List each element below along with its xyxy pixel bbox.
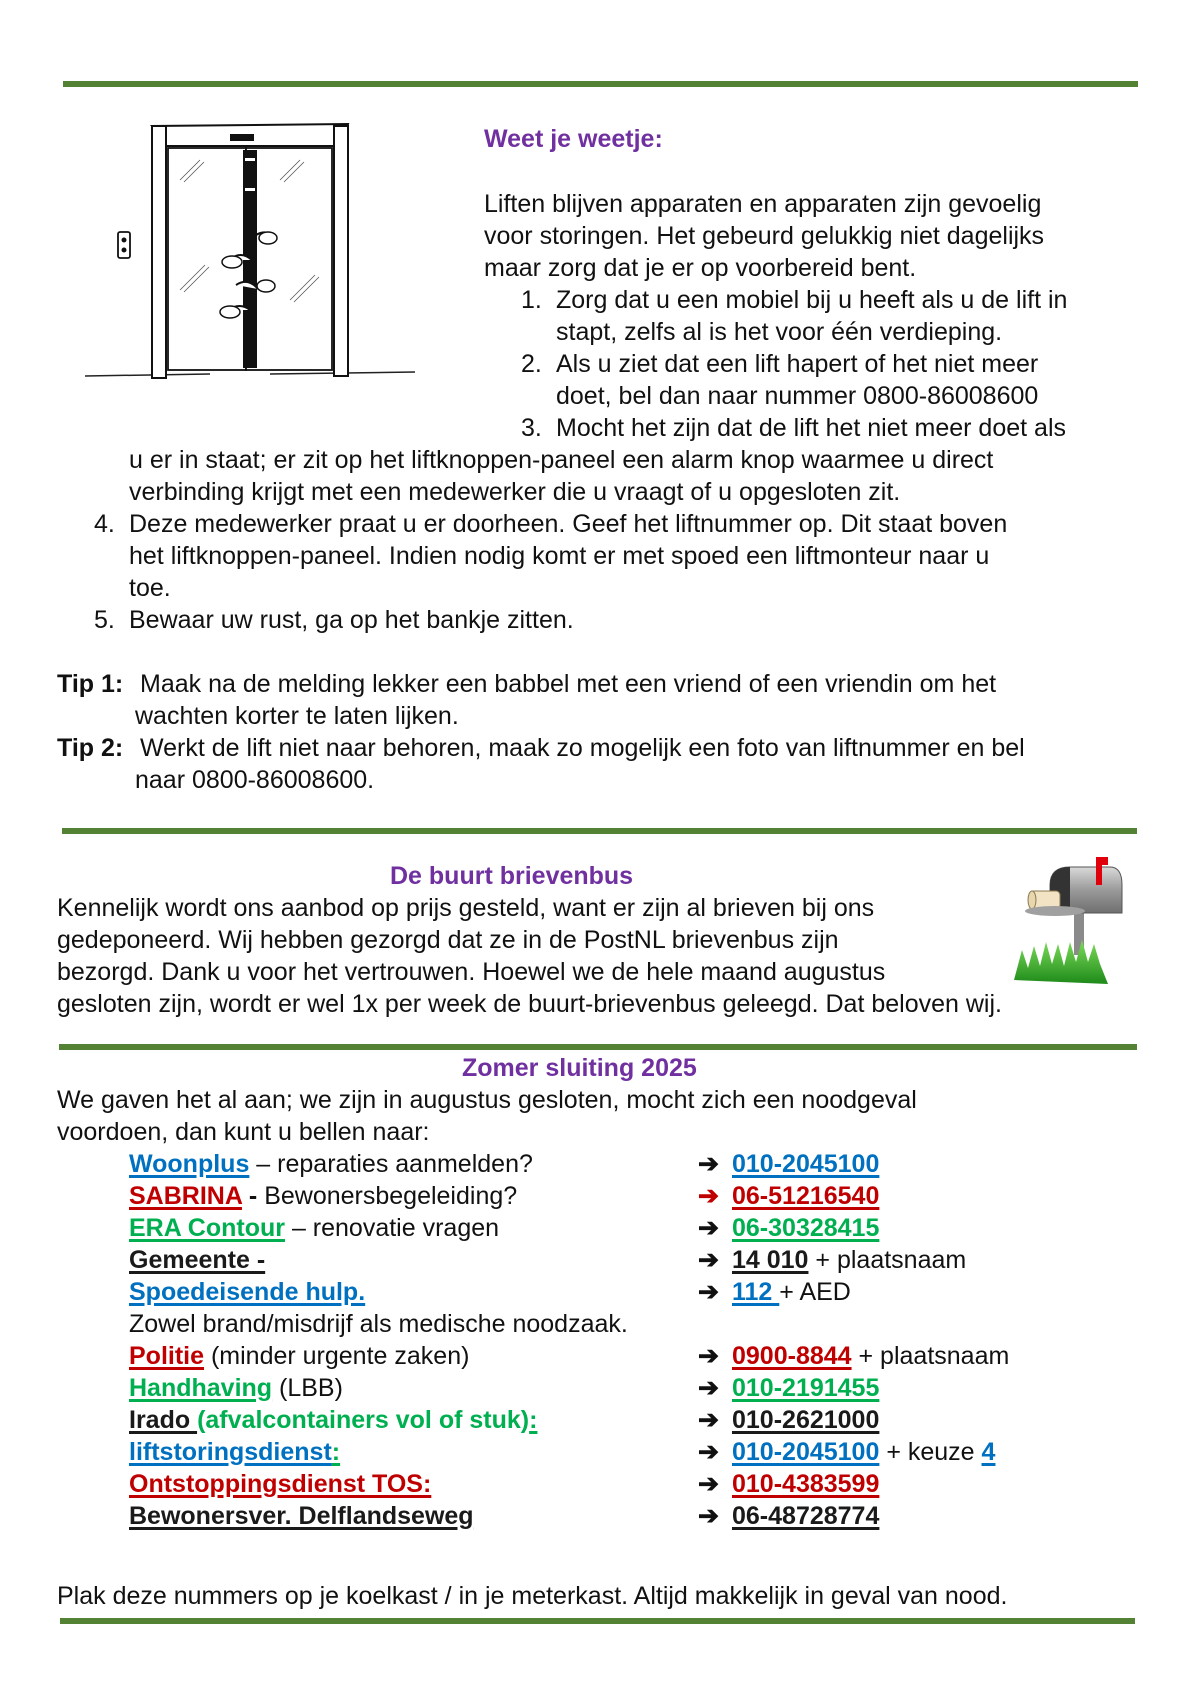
arrow-right-icon: ➔ — [698, 1342, 719, 1370]
step-number: 3. — [521, 414, 542, 442]
arrow-right-icon: ➔ — [698, 1278, 719, 1306]
step-number: 1. — [521, 286, 542, 314]
closing-intro-line: We gaven het al aan; we zijn in augustus gesloten, mocht zich een noodgeval — [57, 1086, 917, 1114]
contact-desc: (LBB) — [272, 1374, 343, 1402]
step-text: Deze medewerker praat u er doorheen. Geef het liftnummer op. Dit staat boven — [129, 510, 1008, 538]
tip-label: Tip 2: — [57, 734, 124, 762]
contact-name-liftstoringsdienst — [129, 1436, 340, 1468]
arrow-right-icon: ➔ — [698, 1246, 719, 1274]
tip-text: Werkt de lift niet naar behoren, maak zo mogelijk een foto van liftnummer en bel — [140, 734, 1025, 762]
lift-intro-line: Liften blijven apparaten en apparaten zijn gevoelig — [484, 190, 1042, 218]
divider-bottom — [60, 1618, 1135, 1624]
arrow-right-icon: ➔ — [698, 1502, 719, 1530]
phone-link[interactable]: 010-2045100 — [732, 1438, 880, 1466]
contact-number-woonplus — [698, 1148, 879, 1180]
mailbox-text-line: Kennelijk wordt ons aanbod op prijs gesteld, want er zijn al brieven bij ons — [57, 894, 875, 922]
contact-name-bewonersver — [129, 1500, 474, 1532]
contact-number-gemeente — [698, 1244, 966, 1276]
closing-intro-line: voordoen, dan kunt u bellen naar: — [57, 1118, 430, 1146]
contact-name-politie — [129, 1340, 469, 1372]
phone-link[interactable]: 010-2045100 — [732, 1150, 880, 1178]
contact-colon: : — [331, 1438, 341, 1466]
step-text: stapt, zelfs al is het voor één verdieping. — [556, 318, 1003, 346]
contact-desc: Bewonersbegeleiding? — [264, 1182, 518, 1210]
contact-number-liftstoringsdienst — [698, 1436, 995, 1468]
contact-separator: - — [241, 1182, 265, 1210]
divider — [59, 1044, 1137, 1050]
contact-desc: – reparaties aanmelden? — [249, 1150, 533, 1178]
closing-section-heading: Zomer sluiting 2025 — [462, 1054, 697, 1082]
contact-number-handhaving — [698, 1372, 879, 1404]
step-text: Mocht het zijn dat de lift het niet meer doet als — [556, 414, 1066, 442]
contact-desc: (afvalcontainers vol of stuk) — [197, 1406, 530, 1434]
contact-name-sabrina — [129, 1180, 517, 1212]
phone-link[interactable]: 06-48728774 — [732, 1502, 880, 1530]
phone-link[interactable]: 14 010 — [732, 1246, 809, 1274]
contact-link[interactable]: Bewonersver. Delflandseweg — [129, 1502, 474, 1530]
arrow-right-icon: ➔ — [698, 1182, 719, 1210]
contact-link[interactable]: Irado — [129, 1406, 198, 1434]
contact-name-spoedeisende-hulp — [129, 1276, 365, 1308]
phone-link[interactable]: 010-2191455 — [732, 1374, 880, 1402]
step-text: het liftknoppen-paneel. Indien nodig komt er met spoed een liftmonteur naar u — [129, 542, 990, 570]
mailbox-text-line: bezorgd. Dank u voor het vertrouwen. Hoewel we de hele maand augustus — [57, 958, 886, 986]
number-suffix: + plaatsnaam — [851, 1342, 1010, 1370]
contact-number-politie — [698, 1340, 1009, 1372]
number-suffix: + AED — [779, 1278, 851, 1306]
contact-number-irado — [698, 1404, 879, 1436]
contact-link[interactable]: Politie — [129, 1342, 205, 1370]
contact-number-sabrina — [698, 1180, 879, 1212]
arrow-right-icon: ➔ — [698, 1214, 719, 1242]
mailbox-text-line: gedeponeerd. Wij hebben gezorgd dat ze in de PostNL brievenbus zijn — [57, 926, 839, 954]
phone-link[interactable]: 0900-8844 — [732, 1342, 852, 1370]
contact-colon: : — [529, 1406, 538, 1434]
number-suffix: + plaatsnaam — [808, 1246, 967, 1274]
step-text: Zorg dat u een mobiel bij u heeft als u de lift in — [556, 286, 1068, 314]
arrow-right-icon: ➔ — [698, 1374, 719, 1402]
contact-link[interactable]: ERA Contour — [129, 1214, 285, 1242]
lift-section-heading: Weet je weetje: — [484, 125, 663, 153]
lift-intro-line: maar zorg dat je er op voorbereid bent. — [484, 254, 917, 282]
contact-desc: (minder urgente zaken) — [204, 1342, 470, 1370]
elevator-with-hands-icon — [80, 110, 420, 410]
divider-top — [63, 81, 1138, 87]
contact-number-bewonersver — [698, 1500, 879, 1532]
phone-link[interactable]: 010-2621000 — [732, 1406, 880, 1434]
phone-link[interactable]: 06-51216540 — [732, 1182, 880, 1210]
lift-intro-line: voor storingen. Het gebeurd gelukkig niet dagelijks — [484, 222, 1045, 250]
contact-link[interactable]: Spoedeisende hulp. — [129, 1278, 366, 1306]
tip-text: wachten korter te laten lijken. — [135, 702, 459, 730]
contact-name-woonplus — [129, 1148, 533, 1180]
mailbox-section-heading: De buurt brievenbus — [390, 862, 634, 890]
contact-name-ontstoppingsdienst — [129, 1468, 431, 1500]
step-number: 2. — [521, 350, 542, 378]
number-suffix: + keuze — [879, 1438, 982, 1466]
contact-link[interactable]: liftstoringsdienst — [129, 1438, 332, 1466]
tip-label: Tip 1: — [57, 670, 124, 698]
step-text: doet, bel dan naar nummer 0800-86008600 — [556, 382, 1039, 410]
step-number: 4. — [94, 510, 115, 538]
contact-number-era-contour — [698, 1212, 879, 1244]
contact-desc: – renovatie vragen — [285, 1214, 500, 1242]
contact-link[interactable]: Woonplus — [129, 1150, 250, 1178]
contact-name-gemeente — [129, 1244, 265, 1276]
contact-link[interactable]: Handhaving — [129, 1374, 273, 1402]
arrow-right-icon: ➔ — [698, 1470, 719, 1498]
step-text: verbinding krijgt met een medewerker die u vraagt of u opgesloten zit. — [129, 478, 901, 506]
step-text: u er in staat; er zit op het liftknoppen-paneel een alarm knop waarmee u direct — [129, 446, 994, 474]
tip-text: Maak na de melding lekker een babbel met een vriend of een vriendin om het — [140, 670, 997, 698]
step-text: Bewaar uw rust, ga op het bankje zitten. — [129, 606, 574, 634]
contact-name-era-contour — [129, 1212, 499, 1244]
mailbox-icon — [1010, 855, 1130, 985]
phone-link[interactable]: 112 — [732, 1278, 780, 1306]
contact-number-ontstoppingsdienst — [698, 1468, 879, 1500]
contact-number-spoedeisende-hulp — [698, 1276, 851, 1308]
divider — [62, 828, 1137, 834]
phone-link[interactable]: 06-30328415 — [732, 1214, 880, 1242]
footer-note: Plak deze nummers op je koelkast / in je meterkast. Altijd makkelijk in geval van nood. — [57, 1582, 1008, 1610]
contact-name-irado — [129, 1404, 537, 1436]
step-number: 5. — [94, 606, 115, 634]
contact-name-handhaving — [129, 1372, 343, 1404]
arrow-right-icon: ➔ — [698, 1150, 719, 1178]
tip-text: naar 0800-86008600. — [135, 766, 375, 794]
arrow-right-icon: ➔ — [698, 1438, 719, 1466]
contact-link[interactable]: Gemeente - — [129, 1246, 266, 1274]
mailbox-text-line: gesloten zijn, wordt er wel 1x per week de buurt-brievenbus geleegd. Dat beloven wij. — [57, 990, 1002, 1018]
menu-choice: 4 — [981, 1438, 996, 1466]
phone-link[interactable]: 010-4383599 — [732, 1470, 880, 1498]
step-text: toe. — [129, 574, 171, 602]
arrow-right-icon: ➔ — [698, 1406, 719, 1434]
emergency-note: Zowel brand/misdrijf als medische noodzaak. — [129, 1310, 628, 1338]
contact-link[interactable]: Ontstoppingsdienst TOS: — [129, 1470, 432, 1498]
step-text: Als u ziet dat een lift hapert of het niet meer — [556, 350, 1039, 378]
contact-link[interactable]: SABRINA — [129, 1182, 242, 1210]
